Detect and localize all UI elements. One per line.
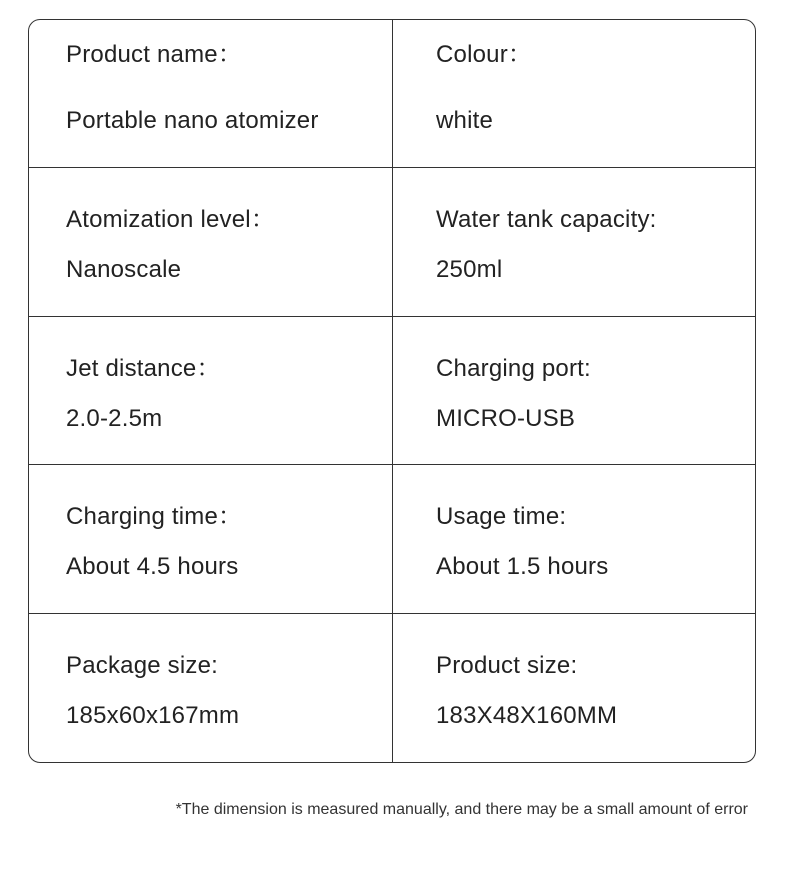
spec-cell-charging-port (393, 317, 755, 465)
spec-label: Colour： (436, 41, 533, 68)
spec-label: Usage time: (436, 503, 567, 531)
spec-value: About 1.5 hours (436, 553, 609, 581)
spec-value: Portable nano atomizer (66, 107, 319, 134)
spec-value: white (436, 107, 494, 134)
spec-table (28, 19, 756, 763)
spec-label: Atomization level： (66, 206, 276, 234)
spec-label: Jet distance： (66, 354, 221, 382)
spec-cell-usage-time (393, 465, 755, 613)
spec-cell-charging-time (29, 465, 393, 613)
spec-value: 185x60x167mm (66, 701, 240, 729)
spec-label: Product size: (436, 651, 578, 679)
spec-value: 250ml (436, 256, 503, 284)
measurement-footnote: *The dimension is measured manually, and there may be a small amount of error (175, 801, 748, 818)
spec-label: Charging port: (436, 354, 591, 382)
spec-value: MICRO-USB (436, 404, 576, 432)
spec-cell-jet-distance (29, 317, 393, 465)
spec-label: Water tank capacity: (436, 206, 657, 234)
spec-cell-package-size (29, 614, 393, 762)
spec-cell-product-name (29, 20, 393, 168)
spec-value: 2.0-2.5m (66, 404, 163, 432)
spec-label: Charging time： (66, 503, 243, 531)
spec-cell-atomization-level (29, 168, 393, 316)
spec-value: 183X48X160MM (436, 701, 618, 729)
spec-cell-colour (393, 20, 755, 168)
spec-label: Product name： (66, 41, 243, 68)
spec-label: Package size: (66, 651, 219, 679)
spec-value: Nanoscale (66, 256, 182, 284)
spec-cell-water-tank-capacity (393, 168, 755, 316)
spec-cell-product-size (393, 614, 755, 762)
spec-value: About 4.5 hours (66, 553, 239, 581)
